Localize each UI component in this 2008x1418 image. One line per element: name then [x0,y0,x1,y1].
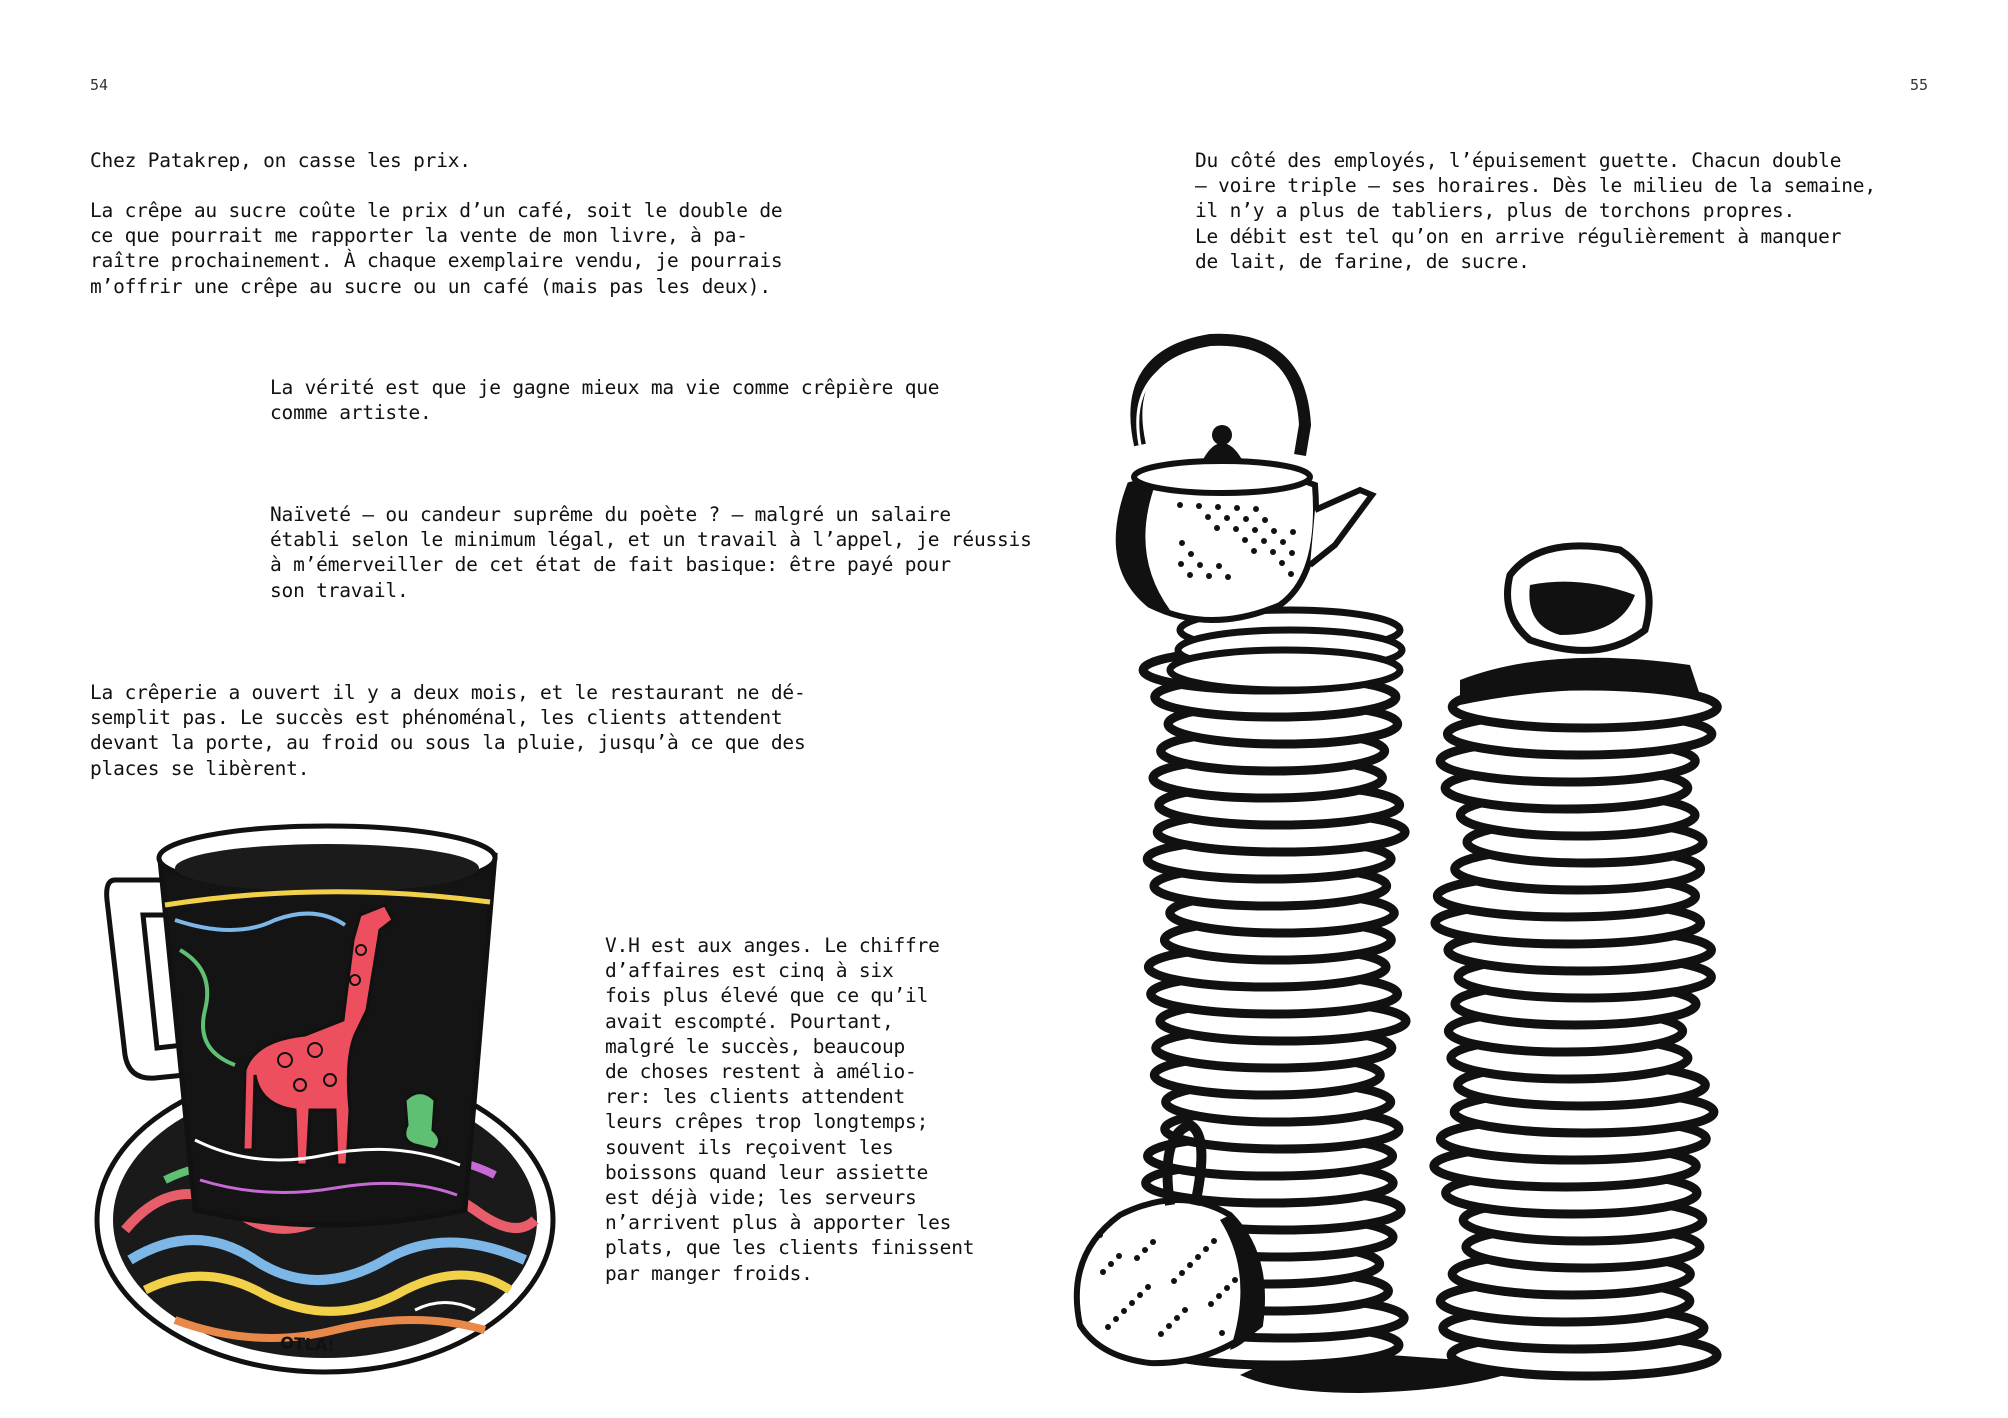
teapot-dot-shape [1280,539,1286,545]
page-number-left: 54 [90,76,109,94]
teapot-dot-shape [1129,1300,1135,1306]
teapot-dot-shape [1261,538,1267,544]
teapot-dot-shape [1224,515,1230,521]
teapot-dot-shape [1134,1255,1140,1261]
teapot-dot-shape [1174,1315,1180,1321]
teapot-dot-shape [1232,1277,1238,1283]
teapot-dot-shape [1214,525,1220,531]
teapot-dot-shape [1182,1307,1188,1313]
teapot-dot-shape [1166,1323,1172,1329]
dish-stack-illustration [1060,335,1820,1395]
teapot-dot-shape [1262,517,1268,523]
tea-glass-illustration [85,810,565,1390]
teapot-dot-shape [1171,1278,1177,1284]
teapot-dot-shape [1179,1270,1185,1276]
teapot-dot-shape [1242,537,1248,543]
paragraph-intro: Chez Patakrep, on casse les prix. [90,149,471,172]
teapot-dot-shape [1145,1284,1151,1290]
teapot-dot-shape [1100,1269,1106,1275]
teapot-dot-shape [1252,527,1258,533]
teapot-dot-shape [1097,1232,1103,1238]
page-number-right: 55 [1910,76,1929,94]
teapot-dot-shape [1137,1292,1143,1298]
teapot-dot-shape [1216,563,1222,569]
paragraph-opening: La crêperie a ouvert il y a deux mois, et le restaurant ne dé- semplit pas. Le succès est phénoménal, les clients attendent devant la porte, au froid ou sous la pluie, jusqu’à ce que des places se libèrent. [90,681,806,780]
teapot-dot-shape [1177,502,1183,508]
paragraph-naivety: Naïveté – ou candeur suprême du poète ? – malgré un salaire établi selon le minimum légal, et un travail à l’appel, je réussis à m’émerveiller de cet état de fait basique: être payé pour son travail. [270,503,1032,602]
teapot-dot-shape [1233,526,1239,532]
teapot-dot-shape [1215,504,1221,510]
teapot-dot-shape [1142,1247,1148,1253]
teapot-dot-shape [1279,560,1285,566]
paragraph-revenue: V.H est aux anges. Le chiffre d’affaires est cinq à six fois plus élevé que ce qu’il avait escompté. Pourtant, malgré le succès, beaucoup de choses restent à amélio- rer: les clients attendent leurs crêpes trop longtemps; souvent ils reçoivent les boissons quand leur assiette est déjà vide; les serveurs n’arrivent plus à apporter les plats, que les clients finissent par manger froids. [605,934,975,1285]
teapot-dot-shape [1216,1293,1222,1299]
teapot-dot-shape [1116,1253,1122,1259]
teapot-dot-shape [1187,1262,1193,1268]
teapot-dot-shape [1224,1285,1230,1291]
teapot-dot-shape [1270,549,1276,555]
paragraph-employees: Du côté des employés, l’épuisement guette. Chacun double – voire triple – ses horaires. Dès le milieu de la semaine, il n’y a plus de tabliers, plus de torchons propres. Le débit est tel qu’on en arrive régulièrement à manquer de lait, de farine, de sucre. [1195,149,1876,273]
teapot-dot-shape [1271,528,1277,534]
teapot-dot-shape [1203,1246,1209,1252]
teapot-dot-shape [1179,540,1185,546]
teapot-dot-shape [1196,503,1202,509]
teapot-dot-shape [1206,573,1212,579]
teapot-dot-shape [1290,529,1296,535]
teapot-dot-shape [1208,1301,1214,1307]
teapot-dot-shape [1289,550,1295,556]
teapot-dot-shape [1243,516,1249,522]
glass-drawing [159,826,495,1225]
bowls-drawing [1460,546,1700,705]
teapot-dot-shape [1253,506,1259,512]
paragraph-truth: La vérité est que je gagne mieux ma vie comme crêpière que comme artiste. [270,376,940,425]
teapot-dot-shape [1113,1316,1119,1322]
teapot-dot-shape [1219,1330,1225,1336]
teapot-dot-shape [1234,505,1240,511]
teapot-dot-shape [1211,1238,1217,1244]
artist-signature: OTLA! [279,1333,336,1356]
teapot-dot-shape [1187,572,1193,578]
teapot-dot-shape [1205,514,1211,520]
teapot-dot-shape [1288,571,1294,577]
teapot-dot-shape [1251,548,1257,554]
teapot-dot-shape [1108,1261,1114,1267]
paragraph-price: La crêpe au sucre coûte le prix d’un café, soit le double de ce que pourrait me rapporter la vente de mon livre, à pa- raître prochainement. À chaque exemplaire vendu, je pourrais m’offrir une crêpe au sucre ou un café (mais pas les deux). [90,199,783,298]
right-plate-stack [1434,686,1717,1376]
teapot-dot-shape [1158,1331,1164,1337]
teapot-dot-shape [1121,1308,1127,1314]
teapot-drawing [1116,340,1372,620]
teapot-dot-shape [1197,562,1203,568]
teapot-dot-shape [1225,574,1231,580]
teapot-dot-shape [1195,1254,1201,1260]
teapot-dot-shape [1188,551,1194,557]
teapot-dot-shape [1105,1324,1111,1330]
teapot-dot-shape [1178,561,1184,567]
teapot-dot-shape [1150,1239,1156,1245]
